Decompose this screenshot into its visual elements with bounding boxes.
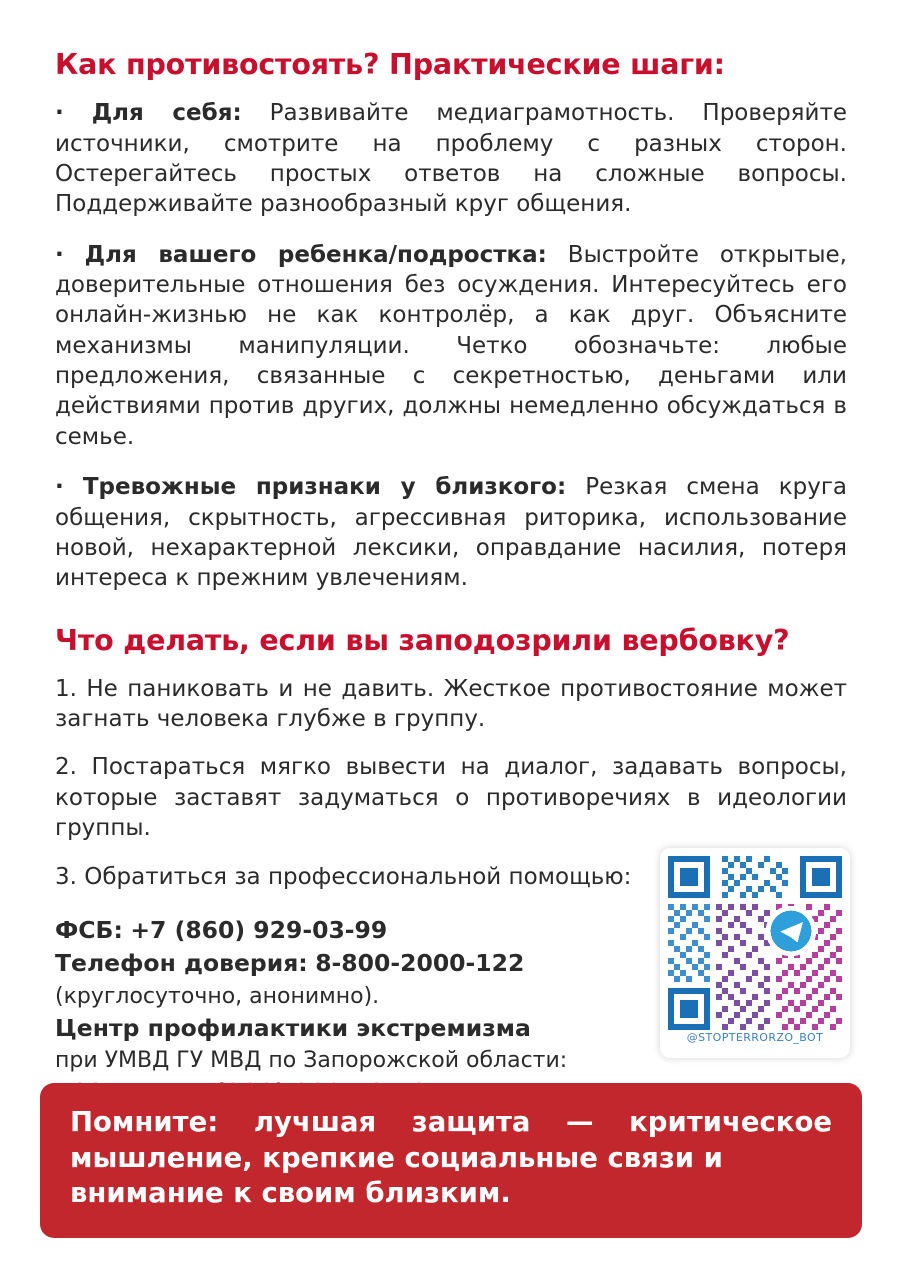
step-item-1: 1. Не паниковать и не давить. Жесткое противостояние может загнать человека глубже в группу.	[55, 675, 847, 733]
bullet-marker: ·	[55, 100, 64, 127]
paragraph-text: Резкая смена круга общения, скрытность, агрессивная риторика, использование новой, нехарактерной лексики, оправдание насилия, потеря интереса к прежним увлечениям.	[55, 474, 848, 592]
paragraph-lead: Для вашего ребенка/подростка:	[84, 241, 547, 268]
footer-line-2: мышление, крепкие социальные связи и	[70, 1141, 723, 1174]
contact-label: ФСБ:	[55, 915, 123, 944]
paragraph-lead: Для себя:	[91, 100, 242, 127]
qr-code-card[interactable]	[660, 848, 850, 1058]
paragraph-lead: Тревожные признаки у близкого:	[82, 474, 567, 501]
footer-line-1: Помните: лучшая защита — критическое	[70, 1105, 832, 1138]
footer-text	[70, 1105, 832, 1212]
contact-value: 8-800-2000-122	[315, 949, 525, 978]
contacts-block	[55, 914, 655, 1110]
contact-value: +7 (860) 929-03-99	[130, 915, 388, 944]
paragraph-for-yourself	[55, 98, 847, 219]
footer-line-3: внимание к своим близким.	[70, 1177, 511, 1210]
section-title-what-to-do: Что делать, если вы заподозрили вербовку?	[55, 623, 790, 657]
qr-caption: @STOPTERRORZO_BOT	[686, 1031, 824, 1044]
contact-note: (круглосуточно, анонимно).	[55, 983, 380, 1009]
paragraph-for-your-child	[55, 240, 847, 453]
contact-center-title	[55, 1012, 655, 1045]
paragraph-warning-signs	[55, 472, 847, 593]
contact-helpline	[55, 947, 655, 980]
contact-note: при УМВД ГУ МВД по Запорожской области:	[55, 1048, 568, 1074]
contact-fsb	[55, 914, 655, 947]
paragraph-text: Выстройте открытые, доверительные отношения без осуждения. Интересуйтесь его онлайн-жизнью не как контролёр, а как друг. Объясните механизмы манипуляции. Четко обозначьте: любые предложения, связанные с секретностью, деньгами или действиями против других, должны немедленно обсуждаться в семье.	[55, 241, 847, 450]
contact-label: Телефон доверия:	[55, 949, 308, 978]
footer-banner	[40, 1083, 862, 1238]
section-title-how-to-resist: Как противостоять? Практические шаги:	[55, 48, 725, 81]
contact-label: Центр профилактики экстремизма	[55, 1013, 531, 1042]
paragraph-text: Развивайте медиаграмотность. Проверяйте источники, смотрите на проблему с разных сторон. Остерегайтесь простых ответов на сложные вопросы. Поддерживайте разнообразный круг общения.	[55, 100, 848, 218]
bullet-marker: ·	[55, 241, 64, 268]
bullet-marker: ·	[55, 474, 64, 501]
step-item-3: 3. Обратиться за профессиональной помощью:	[55, 863, 632, 890]
contact-center-subtitle	[55, 1045, 655, 1076]
qr-code-icon[interactable]	[668, 856, 842, 1030]
step-item-2: 2. Постараться мягко вывести на диалог, задавать вопросы, которые заставят задуматься о противоречиях в идеологии группы.	[55, 754, 847, 842]
contact-helpline-note	[55, 981, 655, 1012]
